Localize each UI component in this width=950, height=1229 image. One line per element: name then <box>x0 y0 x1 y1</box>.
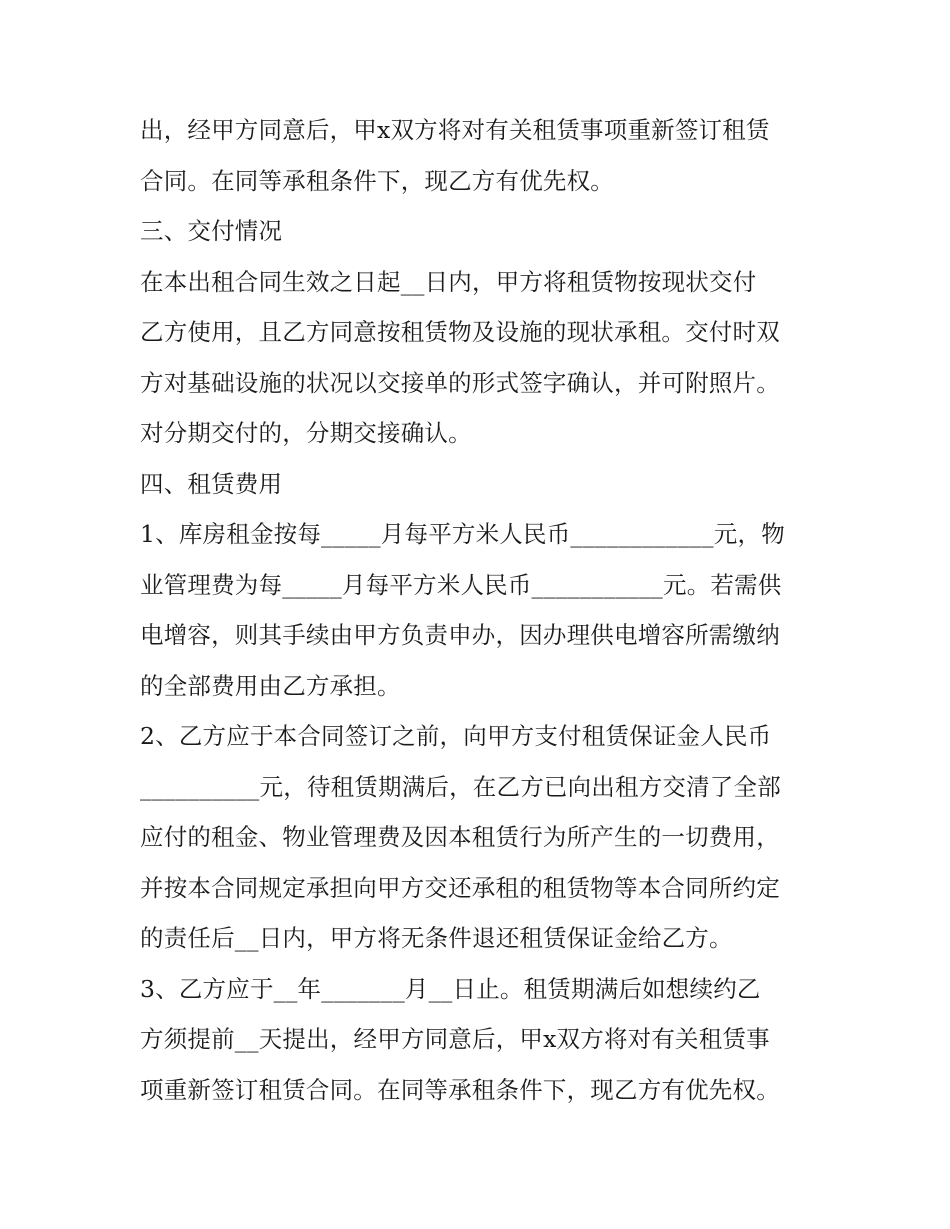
text-line: 合同。在同等承租条件下，现乙方有优先权。 <box>140 167 614 195</box>
text-line: 并按本合同规定承担向甲方交还承租的租赁物等本合同所约定 <box>140 874 780 902</box>
text-line: 在本出租合同生效之日起__日内，甲方将租赁物按现状交付 <box>140 268 757 296</box>
text-line: 项重新签订租赁合同。在同等承租条件下，现乙方有优先权。 <box>140 1076 780 1104</box>
text-line: 出，经甲方同意后，甲x双方将对有关租赁事项重新签订租赁 <box>140 116 770 144</box>
text-line: __________元，待租赁期满后，在乙方已向出租方交清了全部 <box>140 773 781 801</box>
text-line: 应付的租金、物业管理费及因本租赁行为所产生的一切费用， <box>140 823 780 851</box>
text-line: 3、乙方应于__年_______月__日止。租赁期满后如想续约乙 <box>140 975 761 1003</box>
text-line: 方须提前__天提出，经甲方同意后，甲x双方将对有关租赁事 <box>140 1025 770 1053</box>
text-line: 业管理费为每_____月每平方米人民币___________元。若需供 <box>140 571 782 599</box>
text-line: 1、库房租金按每_____月每平方米人民币____________元，物 <box>140 520 785 548</box>
text-line: 对分期交付的，分期交接确认。 <box>140 419 472 447</box>
text-line: 的责任后__日内，甲方将无条件退还租赁保证金给乙方。 <box>140 924 733 952</box>
text-line: 方对基础设施的状况以交接单的形式签字确认，并可附照片。 <box>140 369 780 397</box>
text-line: 的全部费用由乙方承担。 <box>140 672 401 700</box>
text-line: 2、乙方应于本合同签订之前，向甲方支付租赁保证金人民币 <box>140 722 772 750</box>
section-heading: 四、租赁费用 <box>140 470 283 498</box>
text-line: 电增容，则其手续由甲方负责申办，因办理供电增容所需缴纳 <box>140 621 780 649</box>
text-line: 乙方使用，且乙方同意按租赁物及设施的现状承租。交付时双 <box>140 318 780 346</box>
section-heading: 三、交付情况 <box>140 217 283 245</box>
